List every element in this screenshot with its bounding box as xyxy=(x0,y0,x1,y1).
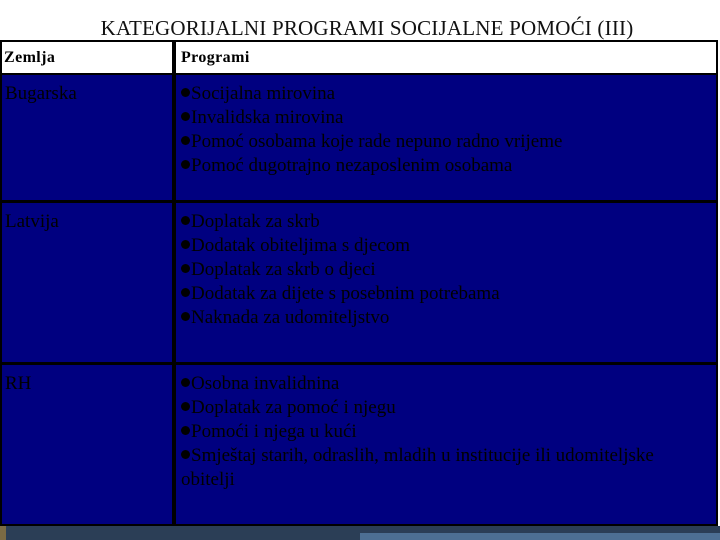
program-label: Osobna invalidnina xyxy=(191,373,340,394)
list-item xyxy=(181,106,712,130)
list-item xyxy=(181,258,712,282)
slide-title: KATEGORIJALNI PROGRAMI SOCIJALNE POMOĆI (III) xyxy=(100,16,634,40)
program-label: Pomoći i njega u kući xyxy=(191,421,357,442)
bullet-icon xyxy=(181,240,190,249)
program-label: Invalidska mirovina xyxy=(191,107,344,128)
list-item xyxy=(181,210,712,234)
bullet-icon xyxy=(181,216,190,225)
row-programs-bugarska xyxy=(176,75,716,200)
program-label: Dodatak za dijete s posebnim potrebama xyxy=(191,283,500,304)
list-item xyxy=(181,306,712,330)
program-label: Socijalna mirovina xyxy=(191,83,336,104)
bullet-icon xyxy=(181,112,190,121)
list-item xyxy=(181,82,712,106)
bullet-icon xyxy=(181,450,190,459)
list-item xyxy=(181,130,712,154)
program-label: Naknada za udomiteljstvo xyxy=(191,307,390,328)
footer-accent xyxy=(360,533,720,540)
program-label: Doplatak za skrb xyxy=(191,211,320,232)
list-item xyxy=(181,282,712,306)
program-label: Pomoć osobama koje rade nepuno radno vrijeme xyxy=(191,131,563,152)
program-label: Pomoć dugotrajno nezaposlenim osobama xyxy=(191,155,513,176)
list-item xyxy=(181,234,712,258)
bullet-icon xyxy=(181,288,190,297)
bullet-icon xyxy=(181,160,190,169)
program-label: Smještaj starih, odraslih, mladih u institucije ili udomiteljske obitelji xyxy=(181,445,654,490)
bullet-icon xyxy=(181,264,190,273)
bullet-icon xyxy=(181,312,190,321)
header-programs: Programi xyxy=(176,42,716,73)
list-item xyxy=(181,444,712,492)
row-country-latvija: Latvija xyxy=(2,203,172,362)
header-country: Zemlja xyxy=(2,42,172,73)
row-country-rh: RH xyxy=(2,365,172,524)
list-item xyxy=(181,154,712,178)
bullet-icon xyxy=(181,402,190,411)
program-label: Dodatak obiteljima s djecom xyxy=(191,235,410,256)
bullet-icon xyxy=(181,136,190,145)
bullet-icon xyxy=(181,378,190,387)
bullet-icon xyxy=(181,88,190,97)
list-item xyxy=(181,420,712,444)
bullet-icon xyxy=(181,426,190,435)
row-programs-latvija xyxy=(176,203,716,362)
footer-left-accent xyxy=(0,526,6,540)
program-label: Doplatak za skrb o djeci xyxy=(191,259,376,280)
list-item xyxy=(181,372,712,396)
row-country-bugarska: Bugarska xyxy=(2,75,172,200)
row-programs-rh xyxy=(176,365,716,524)
programs-table xyxy=(0,40,718,526)
list-item xyxy=(181,396,712,420)
footer-bar xyxy=(0,526,720,540)
program-label: Doplatak za pomoć i njegu xyxy=(191,397,396,418)
